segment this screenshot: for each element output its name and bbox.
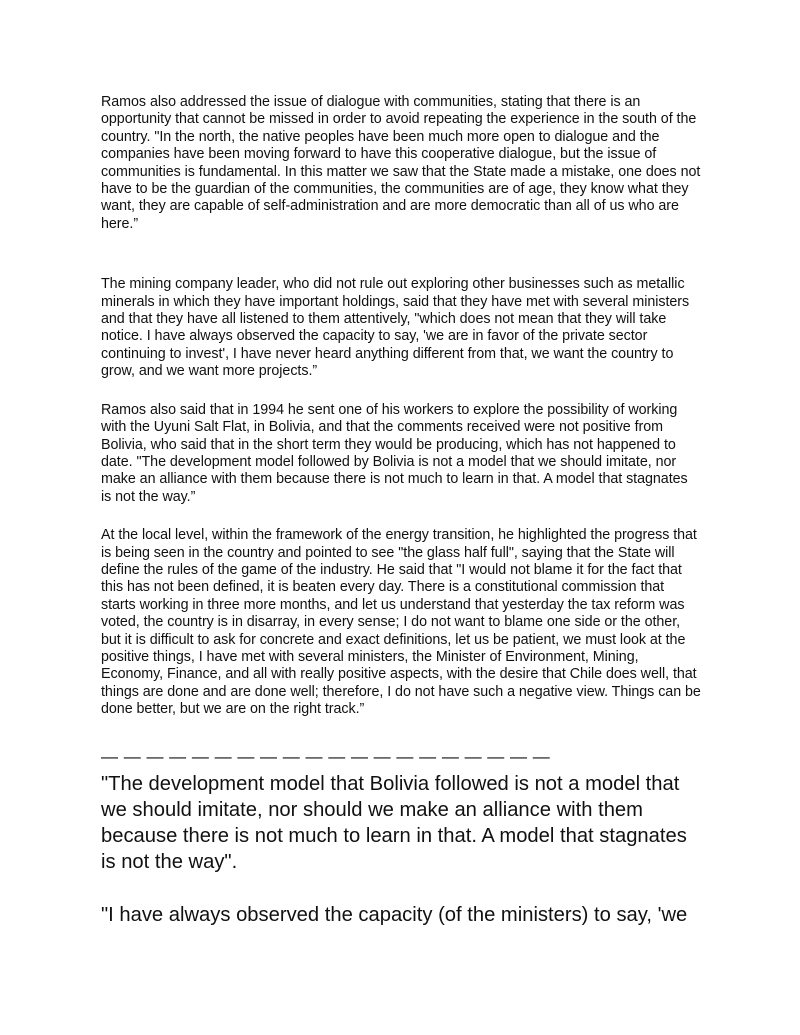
pull-quote-ministers-capacity: "I have always observed the capacity (of the ministers) to say, 'we — [101, 903, 688, 926]
paragraph-dialogue-communities: Ramos also addressed the issue of dialogue with communities, stating that there is an opportunity that cannot be missed in order to avoid repeating the experience in the south of the country. "In the north, the native peoples have been much more open to dialogue and the companies have been moving forward to have this cooperative dialogue, but the issue of communities is fundamental. In this matter we saw that the State made a mistake, one does not have to be the guardian of the communities, the communities are of age, they know what they want, they are capable of self-administration and are more democratic than all of us who are here.” — [101, 94, 701, 232]
document-page — [101, 94, 701, 928]
pull-quote-bolivia-model: "The development model that Bolivia followed is not a model that we should imitate, nor should we make an alliance with them because there is not much to learn in that. A model that stagnates is not the way". — [101, 772, 687, 873]
paragraph-uyuni-salt-flat: Ramos also said that in 1994 he sent one of his workers to explore the possibility of working with the Uyuni Salt Flat, in Bolivia, and that the comments received were not positive from Bolivia, who said that in the short term they would be producing, which has not happened to date. "The development model followed by Bolivia is not a model that we should imitate, nor make an alliance with them because there is not much to learn in that. A model that stagnates is not the way.” — [101, 401, 688, 505]
paragraph-mining-leader-ministers: The mining company leader, who did not rule out exploring other businesses such as metallic minerals in which they have important holdings, said that they have met with several ministers and that they have all listened to them attentively, "which does not mean that they will take notice. I have always observed the capacity to say, 'we are in favor of the private sector continuing to invest', I have never heard anything different from that, we want the country to grow, and we want more projects.” — [101, 276, 690, 380]
paragraph-energy-transition: At the local level, within the framework of the energy transition, he highlighted the progress that is being seen in the country and pointed to see "the glass half full", saying that the State will define the rules of the game of the industry. He said that "I would not blame it for the fact that this has not been defined, it is beaten every day. There is a constitutional commission that starts working in three more months, and let us understand that yesterday the tax reform was voted, the country is in disarray, in every sense; I do not want to blame one side or the other, but it is difficult to ask for concrete and exact definitions, let us be patient, we must look at the positive things, I have met with several ministers, the Minister of Environment, Mining, Economy, Finance, and all with really positive aspects, with the desire that Chile does well, that things are done and are done well; therefore, I do not have such a negative view. Things can be done better, but we are on the right track.” — [101, 527, 701, 718]
section-divider: — — — — — — — — — — — — — — — — — — — — — [101, 746, 551, 766]
